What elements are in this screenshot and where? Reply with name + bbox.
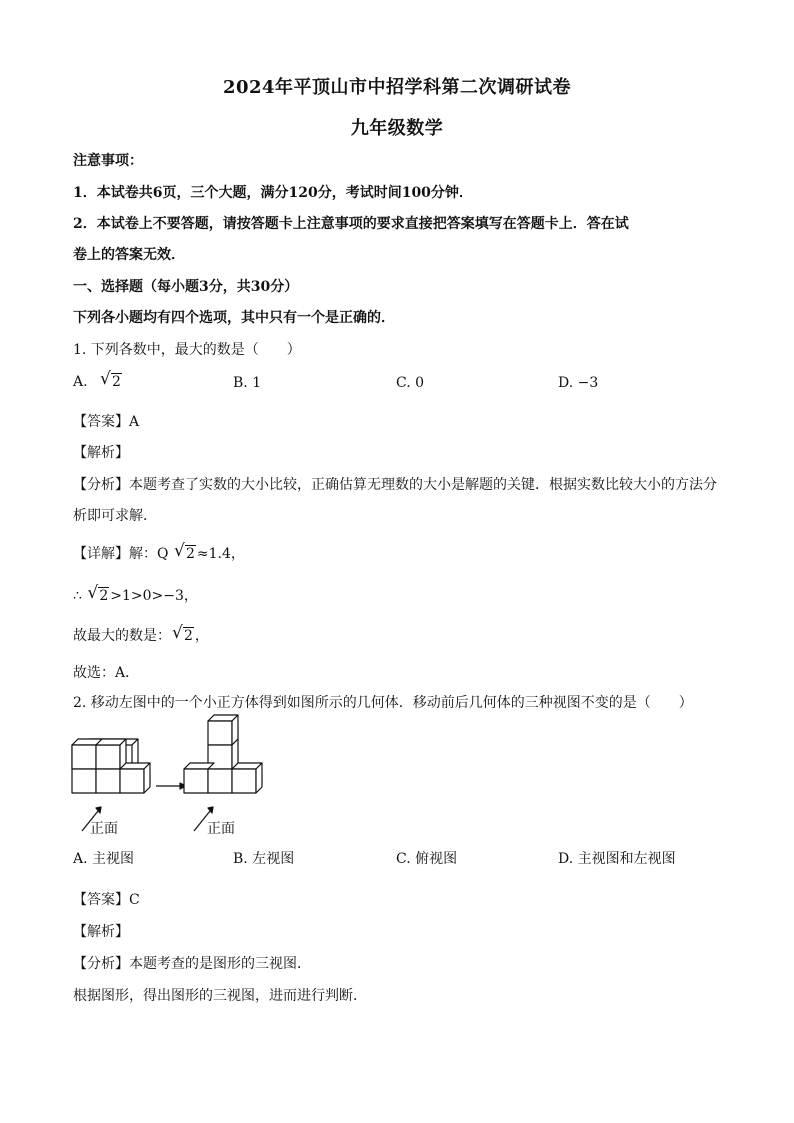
q1-stem: 1. 下列各数中，最大的数是（ ） (73, 342, 301, 358)
q2-option-b: B. 左视图 (233, 851, 295, 867)
q1-option-a-radicand: 2 (112, 374, 121, 390)
q2-analysis-tag: 【解析】 (73, 924, 129, 940)
q1-line-3 (73, 625, 209, 645)
q1-choose: 故选：A． (73, 665, 140, 681)
q2-stem: 2. 移动左图中的一个小正方体得到如图所示的几何体．移动前后几何体的三种视图不变的是（ ） (73, 695, 693, 711)
q1-option-a (73, 369, 123, 390)
q1-option-c: C. 0 (396, 375, 425, 391)
q1-fenxi-text-b: 析即可求解． (73, 508, 157, 524)
notes-item-2a: 2．本试卷上不要答题，请按答题卡上注意事项的要求直接把答案填写在答题卡上．答在试 (73, 216, 629, 232)
q2-fenxi-tag: 【分析】 (73, 956, 129, 972)
q2-option-c: C. 俯视图 (396, 851, 458, 867)
q2-option-d: D. 主视图和左视图 (558, 851, 676, 867)
sqrt-symbol: √ 2 (172, 623, 193, 644)
section-instruction: 下列各小题均有四个选项，其中只有一个是正确的． (73, 310, 395, 326)
sqrt-symbol: √ 2 (100, 369, 121, 390)
q1-line3-pre: 故最大的数是： (73, 628, 171, 644)
q1-option-b: B. 1 (233, 375, 262, 391)
sqrt-symbol: √ 2 (87, 583, 109, 604)
front-label-right: 正面 (207, 821, 235, 837)
q1-detail-radicand: 2 (185, 546, 195, 562)
q1-line2-radicand: 2 (99, 588, 109, 604)
q1-line2-post: >1>0>−3， (110, 588, 198, 604)
q1-detail-tag: 【详解】 (73, 546, 129, 562)
sqrt-symbol: √ 2 (173, 541, 195, 562)
cube-cluster-after (184, 715, 262, 793)
q1-line2-pre: ∴ (73, 588, 87, 604)
q1-line3-post: ， (194, 628, 209, 644)
exam-title: 2024年平顶山市中招学科第二次调研试卷 (222, 77, 572, 98)
q2-fenxi (73, 953, 311, 973)
q2-answer (73, 889, 140, 909)
q1-answer (73, 411, 139, 431)
section-heading: 一、选择题（每小题3分，共30分） (73, 279, 299, 295)
q2-fenxi-text: 本题考查的是图形的三视图． (129, 956, 311, 972)
q1-analysis-tag: 【解析】 (73, 445, 129, 461)
q1-detail-pre: 解：Q (129, 546, 173, 562)
notes-item-2b: 卷上的答案无效． (73, 247, 185, 263)
q1-fenxi-text-a: 本题考查了实数的大小比较，正确估算无理数的大小是解题的关键．根据实数比较大小的方法分 (129, 477, 717, 493)
q1-option-d: D. −3 (558, 375, 599, 391)
q1-answer-tag: 【答案】 (73, 414, 129, 430)
q1-line-2 (73, 585, 198, 605)
notes-heading: 注意事项： (73, 153, 143, 169)
q1-fenxi-tag: 【分析】 (73, 477, 129, 493)
q2-answer-value: C (129, 892, 140, 908)
q2-method: 根据图形，得出图形的三视图，进而进行判断． (73, 988, 367, 1004)
notes-item-1: 1．本试卷共6页，三个大题，满分120分，考试时间100分钟． (73, 185, 473, 201)
cube-cluster-before (72, 739, 150, 793)
q1-answer-value: A (129, 414, 140, 430)
exam-subtitle: 九年级数学 (350, 118, 444, 139)
q1-detail-post: ≈1.4， (196, 546, 245, 562)
q2-option-a: A. 主视图 (73, 851, 135, 867)
q1-line3-radicand: 2 (184, 628, 193, 644)
q1-detail (73, 543, 245, 563)
q1-option-a-label: A. (73, 374, 88, 390)
q1-fenxi (73, 474, 717, 494)
front-label-left: 正面 (90, 821, 118, 837)
q2-answer-tag: 【答案】 (73, 892, 129, 908)
